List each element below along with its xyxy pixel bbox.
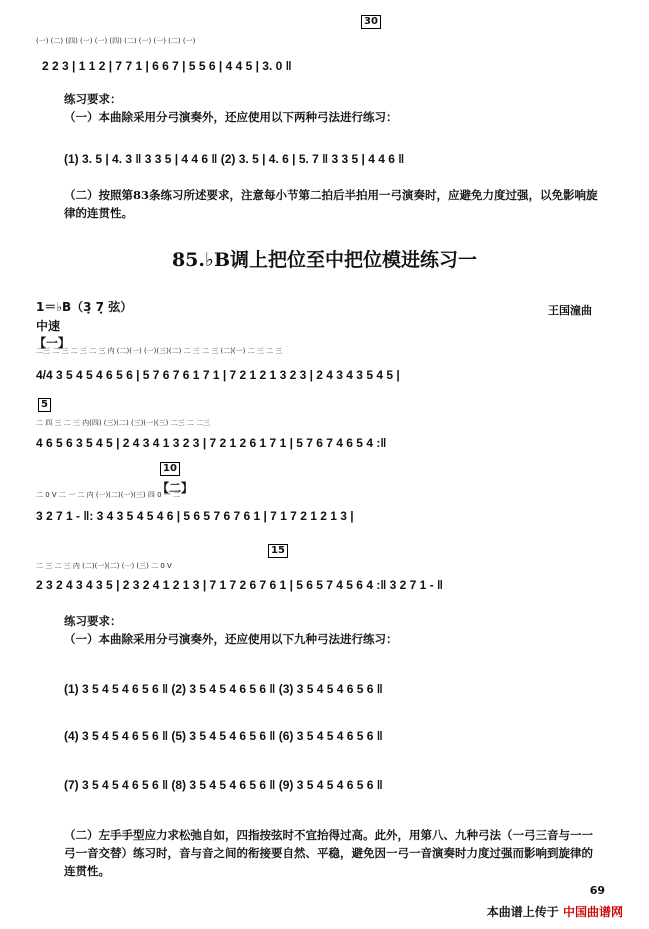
section-marker-1: 【一】 <box>34 336 71 350</box>
composer: 王国潼曲 <box>548 304 592 317</box>
bowing-marks: 二三 二 三 二 三 二 三 内 (二)(一) (一)(三)(二) 二 三 二 三 (二)(一) 二 三 二 三 <box>36 347 283 355</box>
notation-line: 4/4 3 5 4 5 4 6 5 6 | 5 7 6 7 6 1 7 1 | 7 2 1 2 1 3 2 3 | 2 4 3 4 3 5 4 5 | <box>36 368 400 382</box>
practice-item-1: （一）本曲除采用分弓演奏外，还应使用以下九种弓法进行练习： <box>64 632 398 646</box>
measure-number-15: 15 <box>268 544 288 558</box>
key-signature: 1＝♭B（3̣ 7̣ 弦） <box>36 300 133 314</box>
practice-item-1: （一）本曲除采用分弓演奏外，还应使用以下两种弓法进行练习： <box>64 110 398 124</box>
measure-number-30: 30 <box>361 15 381 29</box>
tempo-marking: 中速 <box>36 319 61 333</box>
bowing-exercise-row: (7) 3 5 4 5 4 6 5 6 ‖ (8) 3 5 4 5 4 6 5 6 ‖ (9) 3 5 4 5 4 6 5 6 ‖ <box>64 778 383 792</box>
measure-number-10: 10 <box>160 462 180 476</box>
site-logo: 中国曲谱网 <box>562 905 623 919</box>
footer <box>487 903 623 920</box>
footer-prefix: 本曲谱上传于 <box>486 905 559 919</box>
practice-item-2: （二）按照第83条练习所述要求，注意每小节第二拍后半拍用一弓演奏时，应避免力度过强，以免影响旋律的连贯性。 <box>64 188 598 220</box>
notation-line: 4 6 5 6 3 5 4 5 | 2 4 3 4 1 3 2 3 | 7 2 1 2 6 1 7 1 | 5 7 6 7 4 6 5 4 :‖ <box>36 436 387 450</box>
measure-number-5: 5 <box>38 398 51 412</box>
notation-line: 3 2 7 1 - ‖: 3 4 3 5 4 5 4 6 | 5 6 5 7 6 7 6 1 | 7 1 7 2 1 2 1 3 | <box>36 509 354 523</box>
bowing-marks: 二 四 三 二 三 内(四) (三)(二) (三)(一)(三) 二三 二 二三 <box>36 419 211 427</box>
bowing-marks: 二 三 二 三 内 (二)(一)(二) (一) (三) 二 0 V <box>36 562 172 570</box>
bowing-exercise-row: (1) 3. 5 | 4. 3 ‖ 3 3 5 | 4 4 6 ‖ (2) 3. 5 | 4. 6 | 5. 7 ‖ 3 3 5 | 4 4 6 ‖ <box>64 152 405 166</box>
page-number: 69 <box>589 884 605 897</box>
section-marker-2: 【二】 <box>157 481 194 495</box>
practice-heading: 练习要求： <box>64 92 122 106</box>
practice-item-2: （二）左手手型应力求松弛自如，四指按弦时不宜抬得过高。此外，用第八、九种弓法（一弓三音与一一弓一音交替）练习时，音与音之间的衔接要自然、平稳，避免因一弓一音演奏时力度过强而影响到旋律的连贯性。 <box>64 828 593 878</box>
notation-line: 2 3 2 4 3 4 3 5 | 2 3 2 4 1 2 1 3 | 7 1 7 2 6 7 6 1 | 5 6 5 7 4 5 6 4 :‖ 3 2 7 1 - ‖ <box>36 578 443 592</box>
bowing-exercise-row: (1) 3 5 4 5 4 6 5 6 ‖ (2) 3 5 4 5 4 6 5 6 ‖ (3) 3 5 4 5 4 6 5 6 ‖ <box>64 682 383 696</box>
bowing-marks: (一) (二) (四) (一) (一) (四) (二) (一) (一) (二) (一) <box>36 37 196 45</box>
piece-title: 85.♭B调上把位至中把位模进练习一 <box>171 249 478 271</box>
practice-heading: 练习要求： <box>64 614 122 628</box>
bowing-exercise-row: (4) 3 5 4 5 4 6 5 6 ‖ (5) 3 5 4 5 4 6 5 6 ‖ (6) 3 5 4 5 4 6 5 6 ‖ <box>64 729 383 743</box>
bowing-marks: 二 0 V 二 一 二 内 (一)(二)(一)(三) 四 0 一 二 <box>36 491 181 499</box>
notation-line: 2 2 3 | 1 1 2 | 7 7 1 | 6 6 7 | 5 5 6 | 4 4 5 | 3. 0 ‖ <box>42 59 292 73</box>
